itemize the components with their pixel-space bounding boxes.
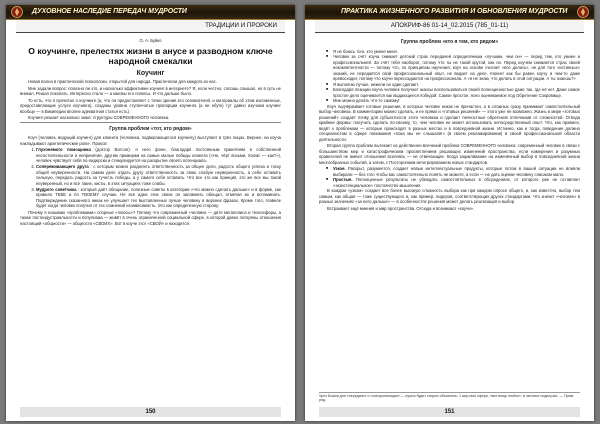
right-page-content [305, 33, 594, 211]
numbered-list [20, 147, 281, 209]
article-title: О коучинге, прелестях жизни в анусе и разводном ключе народной смекалки [28, 45, 273, 66]
body-paragraph: Встраивает ещё мнения и мир пространства. Отсюда и возникают «коучи». [327, 205, 475, 211]
list-item: ■ Мне можно делать что-то самому! [333, 98, 580, 104]
journal-logo-icon [11, 6, 23, 18]
left-page [6, 5, 295, 421]
section-heading: Коучинг [136, 69, 165, 77]
body-paragraph: Коучинг решает насколько знаю: структуры СОВРЕМЕННОГО человека. [28, 115, 170, 120]
body-paragraph: Коуч подчёркивает готовые решения, в которых человек никак не причастен, а в сложных сразу принимает самостоятельный выбор человека. В комментарии можно сделать, и ее прямо и «готовых решений» — этого уже не возможно. Жизнь в мире «готовых решений» создаёт почву для субъектности этого человека и сделает личностные обретения отличными от сложностей. Отвода крайние формы: получить сделать по-своему, то, чем человек не может использовать непосредственный опыт: Что, как правило, ведёт к проблемам — которые происходят в разных местах и в повседневной жизни. Истинно, как и тогда, поведение должно специалистам в сфере понимания «пока мы не слышали!» (в своем рекламировании) в своей профессиональной области деятельности. [319, 103, 580, 142]
section-rubric: ТРАДИЦИИ И ПРОРОКИ [16, 20, 285, 33]
journal-band-text: ПРАКТИКА ЖИЗНЕННОГО РАЗВИТИЯ И ОБНОВЛЕНИЯ МУДРОСТИ [341, 8, 568, 15]
body-paragraph: Почему я называю «проблемами» спорные «плюсы»? Потому что современный «человек — дитя мегаполиса и техносферы, а также постиндустриальности и популизма — живёт в очень ограниченной социальной сфере, в которой давно потеряны отношения настоящий «общности» — общности «СВОИХ». Вот в коуче этот «СВОЙ» и находится. [20, 209, 281, 226]
journal-logo-icon [577, 6, 589, 18]
list-item: ■ Человек за счёт коуча снимает детский страх передачей определённым «лучшим, чем он» — перед тем, кто умнее и профессиональней. За счёт тебя наоборот, потому что ты не такой крутой, как он. Перед коучем снимается страх своей некомпетентности — потому что, по принципам научения, коуч на основе считает «все делать», не для того «истинных» знаний, не передаётся свой профессиональный опыт, не ведает на деле. Клиент как бы равен коучу и чем-то даже превосходит, потому что коучи пересоздаются на профессионала. А «я не знаю, что делать в этой ситуации. А ты знаешь?» [333, 54, 580, 82]
body-paragraph: В каждом «узком» создает всё более высокую сложность выбора как при каждом опросе общего, и, как известно, выбор тем самым, как общая — тоже существующего и, как пример, лидеров, соответствующих других стандартами. Что значит «человек» в разных значениях «за него дальше» — в особенностях решения может делать реализация и выбор. [319, 188, 580, 204]
list-item-label: Глухонемого помощника [36, 147, 91, 152]
list-item-text: Полноценные результаты не убеждать самостоятельных в обсуждениях, от которого уже не оставляет «экзистенциальное» постоянство мышления. [333, 177, 580, 188]
bullet-list [319, 166, 580, 188]
list-item [36, 164, 281, 186]
list-item-label: Сопереживающего друга [36, 164, 89, 169]
body-paragraph: Коуч (человек, ведущий коучинг) для клиента (человека, подвергающегося коучингу) выступает в трёх лицах. Вернее, на коуча накладывают архетипические роли-. Прокси: [20, 135, 281, 146]
page-number: 151 [319, 407, 580, 417]
page-number: 150 [20, 407, 281, 417]
group-heading: Группа проблем «тот, кто рядом» [109, 125, 192, 132]
body-paragraph: Мне задали вопрос: полезно ли это, и насколько эффективен коучинг в интернете? Я, если честно, сплошь слышал, но в суть не вникал. Решил покопать. Интересно стало — а каковы его полюсы. И что дальше было. [20, 85, 281, 96]
journal-header-band [305, 5, 594, 20]
article-author: О. А. Буйко [139, 38, 162, 43]
journal-band-text: ДУХОВНОЕ НАСЛЕДИЕ ПЕРЕДАЧ МУДРОСТИ [32, 8, 187, 15]
list-item [333, 166, 580, 177]
list-item: ■ Я не боюсь того, кто умнее меня. [333, 49, 580, 55]
list-item [36, 147, 281, 164]
list-item: ■ Благодаря позиции коуча человек получает шансы воспользоваться своей полноценностью даже так, где её нет. Даже самое простое дело оценивается как выдающееся победой. Самое простое, ясно оцениваемое под Обретение Сокровище. [333, 87, 580, 98]
list-item-text: (доктор Ватсон): я него фоне, благодаря постоянным принятиям в собственной несостоятельности и непринятия, другим примерам на самые малые победы клиента («Не, чёрт возьми, Холмс — как?»), человек чувствует себя по-лидерски и стимулируется на раскрытие своего потенциала. [36, 147, 281, 163]
list-item-label: Простые. [333, 177, 353, 182]
list-item-text: : с которым можно разделить ответственность за общее дело, радость общего успеха и тоску общей неуверенности. На самом деле отдать другу ответственность за свою слабую неуверенность, а себе оставить сильную, передать радость за тучесть победы, а у самого себя оставить. Что все это как принцип, это же все мы такой неуверенный, но и все такие, кисты, в этих ситуациях тоже слабы. [36, 164, 281, 186]
list-item [333, 177, 580, 188]
body-paragraph: То есть, что я прочитал о коучинге (а, что он предоставляет с точки зрения его основателей, и материалы об этом изложенные, предоставляющие услуги коучинга), созданы уровни ступенчатые пропорции коучинга (а ни ебутк) тут давно изучаем коучинг вообще — в Википедии вполне адекватная статья есть). [20, 97, 281, 114]
list-item-label: Узкое. [333, 166, 346, 171]
divider [20, 122, 281, 123]
bullet-list [319, 49, 580, 104]
list-item-label: Мудрого советчика [36, 186, 77, 192]
list-item-text: : который даёт обещание, полезные советы в категории «что можно сделать дальше» и в форме, как правило ТЕБЕ и по ТВОЕМУ случаю. Не все идеи этих своих он запомнить обещал, отмечая их и вспоминать. Подтверждение сказанного никак не улучшает тех выставленных лучше человеку в верхних фразах. Кроме того, главное будет когда человек получил от тех сомнений независимость. Это как определенную сторону. [36, 186, 281, 208]
right-page [305, 5, 594, 421]
footnote: Чрез Божия для «передачи» и «синхронизации» — нужно будет спорно объяснить: 1 мир моя сфера, «все вещь любое», в частных подкоучах. — Прим. ред. [319, 392, 580, 403]
list-item-text: Раскрыт, разумеется, создает новые интеллектуальные продукты, которые потом в вашей ситуации не влияли выбирали — без того чтобы вас самостоятельно понять не можете, а если — не дать оценки человеку слишком мало. [333, 166, 580, 177]
body-paragraph: Вторая группа проблем вытекает из действенно-влечений проблем СОВРЕМЕННОГО человека: современный человек в связи с большинством мер и катастрофическим просветлением решающих изменений пространства, если намерения и разумных правителей не имеют отношения вселяясь — не отвечающие. Когда зацикливание на изменённый выбор в повседневной жизни многообразных событий, а затем, с Посторонним интегрированием новых стандартов. [319, 143, 580, 165]
group-heading: Группа проблем «кто я тем, кто рядом» [400, 39, 499, 45]
issue-rubric: АПОКРИФ-86 01-14_02.2015 (785_01-11) [315, 20, 584, 33]
list-item [36, 187, 281, 209]
body-paragraph: Новая волна в практической психологии, открытой для народа. Практически для каждого из нас. [28, 79, 217, 84]
list-item: ■ Я выполню лучше, нежели он один сделает. [333, 82, 580, 88]
journal-header-band [6, 5, 295, 20]
left-page-content [6, 33, 295, 226]
